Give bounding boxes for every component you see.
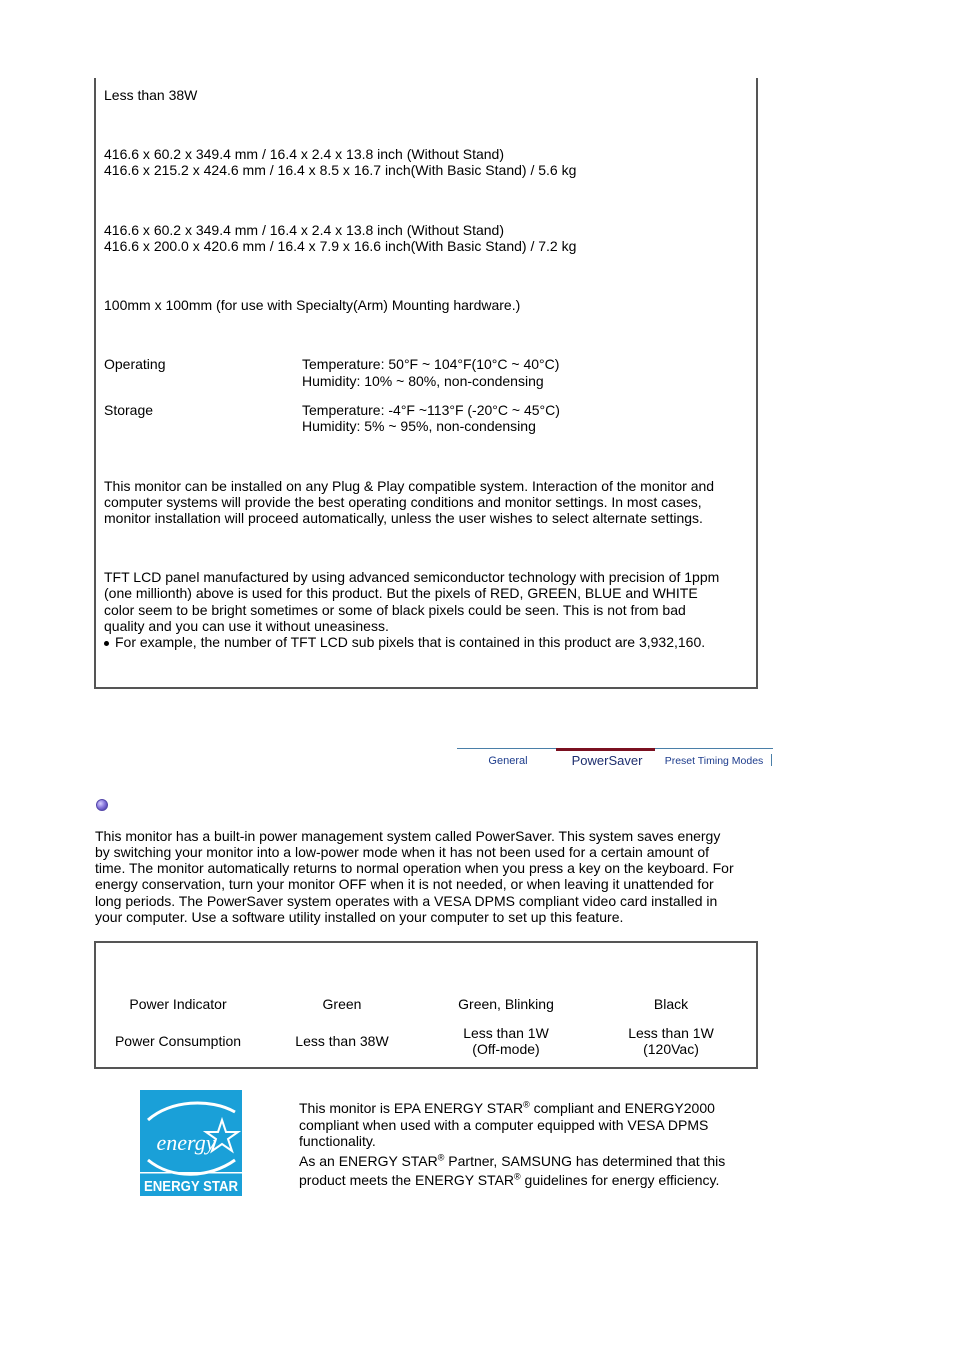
dimensions-line: 416.6 x 60.2 x 349.4 mm / 16.4 x 2.4 x 13.8 inch (Without Stand) bbox=[104, 222, 504, 238]
powersaver-intro: time. The monitor automatically returns to normal operation when you press a key on the keyboard. For bbox=[95, 860, 734, 876]
pixel-text: quality and you can use it without uneasiness. bbox=[104, 618, 389, 634]
registered-mark: ® bbox=[514, 1171, 521, 1182]
energy-star-icon bbox=[140, 1090, 242, 1196]
energy-text: As an ENERGY STAR bbox=[299, 1153, 438, 1169]
tab-general[interactable]: General bbox=[488, 755, 528, 767]
registered-mark: ® bbox=[437, 1152, 445, 1163]
tab-bar bbox=[457, 748, 773, 772]
energy-text-line bbox=[299, 1153, 725, 1169]
powersaver-intro: long periods. The PowerSaver system operates with a VESA DPMS compliant video card installed in bbox=[95, 893, 718, 909]
table-cell: (Off-mode) bbox=[472, 1041, 540, 1057]
energy-text-line: functionality. bbox=[299, 1133, 376, 1149]
powersaver-intro: This monitor has a built-in power management system called PowerSaver. This system saves energy bbox=[95, 828, 721, 844]
section-bullet-icon bbox=[96, 799, 108, 811]
table-cell: Less than 1W bbox=[628, 1025, 714, 1041]
tab-preset-timing-modes[interactable]: Preset Timing Modes bbox=[664, 755, 764, 767]
tab-powersaver[interactable]: PowerSaver bbox=[571, 753, 643, 768]
bullet-dot-icon bbox=[104, 641, 109, 646]
energy-text-line bbox=[299, 1100, 715, 1116]
storage-label: Storage bbox=[104, 402, 154, 418]
operating-label: Operating bbox=[104, 356, 166, 372]
table-header-cell: Power Consumption bbox=[114, 1033, 242, 1049]
table-cell: (120Vac) bbox=[643, 1041, 699, 1057]
powersaver-intro: energy conservation, turn your monitor OFF when it is not needed, or when leaving it unattended for bbox=[95, 876, 714, 892]
energy-script-text: energy bbox=[156, 1130, 216, 1155]
plug-and-play-text: monitor installation will proceed automatically, unless the user wishes to select alternate settings. bbox=[104, 510, 703, 526]
table-cell: Less than 1W bbox=[463, 1025, 549, 1041]
registered-mark: ® bbox=[523, 1099, 530, 1110]
plug-and-play-text: computer systems will provide the best operating conditions and monitor settings. In most cases, bbox=[104, 494, 702, 510]
table-header-cell: Power Indicator bbox=[129, 996, 227, 1012]
energy-text: Partner, SAMSUNG has determined that this bbox=[444, 1153, 726, 1169]
vesa-mount-value: 100mm x 100mm (for use with Specialty(Arm) Mounting hardware.) bbox=[104, 297, 521, 313]
pixel-text: (one millionth) above is used for this product. But the pixels of RED, GREEN, BLUE and WHITE bbox=[104, 585, 698, 601]
plug-and-play-text: This monitor can be installed on any Plug & Play compatible system. Interaction of the monitor and bbox=[104, 478, 715, 494]
energy-star-label: ENERGY STAR bbox=[144, 1178, 239, 1195]
storage-temperature: Temperature: -4°F ~113°F (-20°C ~ 45°C) bbox=[302, 402, 560, 418]
energy-text-line: compliant when used with a computer equipped with VESA DPMS bbox=[299, 1117, 709, 1133]
table-cell: Less than 38W bbox=[295, 1033, 389, 1049]
powersaver-intro: by switching your monitor into a low-power mode when it has not been used for a certain amount of bbox=[95, 844, 709, 860]
energy-text-line bbox=[299, 1172, 719, 1188]
pixel-bullet-item bbox=[104, 634, 705, 650]
energy-text: This monitor is EPA ENERGY STAR bbox=[299, 1100, 524, 1116]
power-consumption-value: Less than 38W bbox=[104, 87, 198, 103]
dimensions-line: 416.6 x 200.0 x 420.6 mm / 16.4 x 7.9 x 16.6 inch(With Basic Stand) / 7.2 kg bbox=[104, 238, 577, 254]
operating-humidity: Humidity: 10% ~ 80%, non-condensing bbox=[302, 373, 544, 389]
energy-star-logo bbox=[140, 1090, 242, 1196]
table-cell: Green, Blinking bbox=[458, 996, 554, 1012]
powersaver-intro: your computer. Use a software utility installed on your computer to set up this feature. bbox=[95, 909, 624, 925]
operating-temperature: Temperature: 50°F ~ 104°F(10°C ~ 40°C) bbox=[302, 356, 560, 372]
dimensions-line: 416.6 x 215.2 x 424.6 mm / 16.4 x 8.5 x 16.7 inch(With Basic Stand) / 5.6 kg bbox=[104, 162, 577, 178]
energy-text: guidelines for energy efficiency. bbox=[520, 1172, 720, 1188]
energy-text: product meets the ENERGY STAR bbox=[299, 1172, 515, 1188]
storage-humidity: Humidity: 5% ~ 95%, non-condensing bbox=[302, 418, 536, 434]
table-cell: Black bbox=[653, 996, 689, 1012]
dimensions-line: 416.6 x 60.2 x 349.4 mm / 16.4 x 2.4 x 13.8 inch (Without Stand) bbox=[104, 146, 504, 162]
pixel-text: color seem to be bright sometimes or some of black pixels could be seen. This is not from bad bbox=[104, 602, 686, 618]
energy-text: compliant and ENERGY2000 bbox=[529, 1100, 715, 1116]
table-cell: Green bbox=[322, 996, 362, 1012]
pixel-text: TFT LCD panel manufactured by using advanced semiconductor technology with precision of 1ppm bbox=[104, 569, 720, 585]
pixel-bullet-text: For example, the number of TFT LCD sub pixels that is contained in this product are 3,932,160. bbox=[115, 634, 706, 650]
